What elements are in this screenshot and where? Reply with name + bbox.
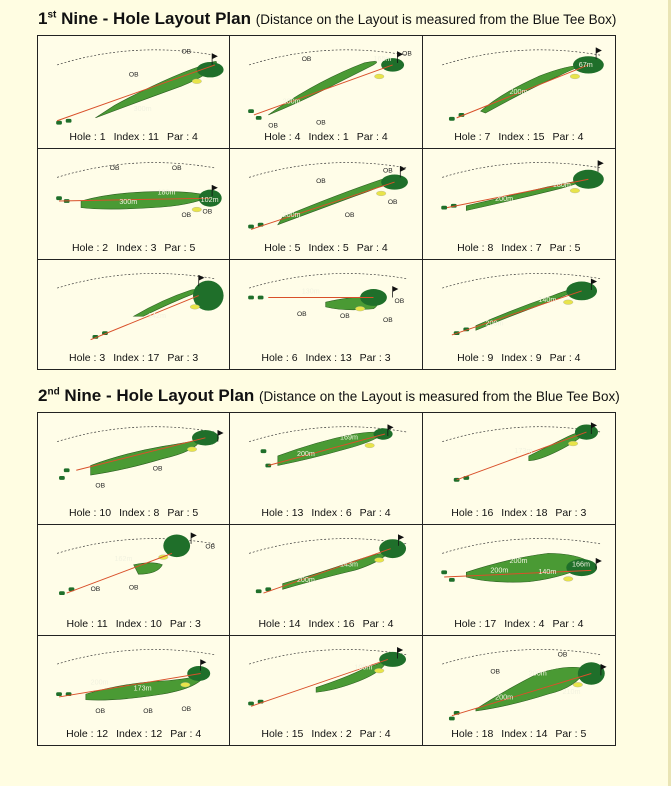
flag-icon <box>199 275 205 281</box>
distance-line <box>264 549 391 593</box>
tee-box <box>256 589 262 593</box>
hole-caption <box>38 618 229 630</box>
hole-par: Par : 4 <box>552 618 584 630</box>
tee-box <box>64 468 70 472</box>
ob-label: OB <box>171 164 182 172</box>
putting-green <box>163 534 190 557</box>
hole-par: Par : 4 <box>170 728 202 740</box>
flag-icon <box>191 533 197 539</box>
hole-diagram <box>230 636 421 730</box>
tee-box <box>59 476 65 480</box>
tee-box <box>249 225 255 229</box>
hole-caption <box>423 131 615 143</box>
tee-box <box>249 296 255 300</box>
putting-green <box>573 170 604 189</box>
section-2-hole-grid <box>37 412 616 746</box>
hole-caption <box>38 352 229 364</box>
tee-box <box>59 591 65 595</box>
distance-line <box>76 438 205 473</box>
hole-card <box>38 636 230 745</box>
hole-index: Index : 11 <box>113 131 159 143</box>
fairway <box>91 440 201 475</box>
hole-index: Index : 1 <box>308 131 349 143</box>
distance-label: 130m <box>302 287 321 296</box>
hole-hole: Hole : 7 <box>454 131 491 143</box>
bunker <box>365 443 375 448</box>
ob-label: OB <box>383 316 394 324</box>
putting-green <box>380 652 407 667</box>
hole-diagram <box>423 260 615 354</box>
ob-label: OB <box>316 178 327 186</box>
flag-icon <box>398 647 404 653</box>
hole-hole: Hole : 13 <box>261 507 304 519</box>
hole-caption <box>38 131 229 143</box>
ob-label: OB <box>152 465 163 473</box>
hole-par: Par : 5 <box>549 242 581 254</box>
section-2-title: Nine - Hole Layout Plan <box>64 386 255 405</box>
hole-card <box>230 636 422 745</box>
flag-icon <box>393 286 399 292</box>
distance-label: 143m <box>340 560 359 569</box>
bunker <box>563 577 573 582</box>
flag-icon <box>401 166 407 172</box>
distance-line <box>456 432 586 480</box>
distance-label: 200m <box>528 669 547 678</box>
hole-index: Index : 12 <box>116 728 163 740</box>
hole-card <box>38 36 230 149</box>
hole-diagram <box>423 413 615 508</box>
ob-label: OB <box>181 212 192 220</box>
hole-caption <box>38 242 229 254</box>
bunker <box>563 300 573 305</box>
tee-box <box>258 296 264 300</box>
hole-hole: Hole : 12 <box>66 728 109 740</box>
hole-diagram <box>38 636 229 730</box>
flag-icon <box>212 185 218 191</box>
distance-label: 169m <box>340 433 359 442</box>
section-1-ordinal: 1 <box>38 9 48 28</box>
hole-diagram <box>230 149 421 244</box>
hole-diagram <box>230 36 421 132</box>
distance-label: 200m <box>509 556 528 565</box>
hole-diagram <box>230 413 421 508</box>
putting-green <box>374 428 393 439</box>
section-1-hole-grid <box>37 35 616 370</box>
hole-hole: Hole : 2 <box>71 242 109 254</box>
tee-box <box>249 109 255 113</box>
hole-card <box>230 413 422 525</box>
tee-box <box>441 206 447 210</box>
distance-line <box>91 296 199 340</box>
distance-line <box>269 434 386 465</box>
ob-label: OB <box>128 71 139 79</box>
flag-icon <box>596 48 602 54</box>
hole-index: Index : 16 <box>308 618 355 630</box>
hole-index: Index : 6 <box>311 507 352 519</box>
ob-label: OB <box>95 707 106 715</box>
hole-caption <box>230 242 421 254</box>
hole-diagram <box>423 149 615 244</box>
hole-card <box>423 525 615 636</box>
hole-caption <box>423 728 615 740</box>
section-2-ordinal: 2 <box>38 386 48 405</box>
ob-label: OB <box>143 707 153 715</box>
bunker <box>570 188 580 193</box>
distance-label: 300m <box>133 104 152 114</box>
bunker <box>570 74 580 79</box>
distance-label: 200m <box>297 449 316 458</box>
fairway <box>283 553 388 589</box>
hole-index: Index : 5 <box>308 242 349 254</box>
hole-diagram <box>230 525 421 620</box>
ob-boundary <box>57 50 215 65</box>
flag-icon <box>218 430 224 436</box>
ob-label: OB <box>345 212 355 220</box>
bunker <box>377 191 387 196</box>
putting-green <box>380 539 407 558</box>
hole-caption <box>423 507 615 519</box>
hole-diagram <box>423 636 615 730</box>
hole-hole: Hole : 11 <box>66 618 108 630</box>
section-1-heading <box>38 9 616 29</box>
distance-label: 67m <box>578 59 593 69</box>
hole-index: Index : 18 <box>501 507 548 519</box>
hole-card <box>423 36 615 149</box>
distance-line <box>251 182 394 229</box>
flag-icon <box>201 659 207 665</box>
hole-index: Index : 2 <box>311 728 352 740</box>
hole-hole: Hole : 14 <box>258 618 301 630</box>
hole-caption <box>38 728 229 740</box>
ob-label: OB <box>340 313 351 321</box>
ob-boundary <box>57 649 215 664</box>
hole-hole: Hole : 1 <box>69 131 106 143</box>
distance-label: 200m <box>509 86 528 96</box>
hole-par: Par : 3 <box>555 507 587 519</box>
hole-par: Par : 3 <box>359 352 391 364</box>
distance-label: 200m <box>494 693 513 702</box>
hole-hole: Hole : 16 <box>451 507 494 519</box>
ob-label: OB <box>109 164 120 172</box>
tee-box <box>441 570 447 574</box>
ob-boundary <box>442 649 601 664</box>
hole-hole: Hole : 10 <box>69 507 112 519</box>
hole-diagram <box>230 260 421 354</box>
hole-diagram <box>38 260 229 354</box>
bunker <box>181 682 191 687</box>
ob-label: OB <box>402 50 413 58</box>
hole-card <box>38 525 230 636</box>
section-2-suffix: nd <box>47 386 60 398</box>
hole-diagram <box>423 525 615 620</box>
hole-caption <box>423 242 615 254</box>
tee-box <box>449 717 455 721</box>
distance-label: 200m <box>90 678 109 687</box>
fairway <box>134 563 163 574</box>
hole-diagram <box>38 413 229 508</box>
hole-par: Par : 5 <box>164 242 196 254</box>
tee-box <box>453 478 459 482</box>
flag-icon <box>601 664 607 670</box>
distance-label: 300m <box>119 197 138 206</box>
ob-label: OB <box>181 48 192 56</box>
hole-card <box>230 260 422 369</box>
bunker <box>568 441 578 446</box>
hole-par: Par : 3 <box>167 352 199 364</box>
ob-label: OB <box>202 208 213 216</box>
ob-label: OB <box>489 668 500 676</box>
hole-card <box>38 149 230 260</box>
section-1-title: Nine - Hole Layout Plan <box>61 9 251 28</box>
tee-box <box>249 702 255 706</box>
distance-label: 200m <box>489 566 508 575</box>
hole-diagram <box>38 525 229 620</box>
bunker <box>375 668 385 673</box>
distance-label: 180m <box>552 180 571 189</box>
bunker <box>192 79 202 84</box>
hole-hole: Hole : 18 <box>451 728 494 740</box>
ob-boundary <box>57 273 215 288</box>
flag-icon <box>591 279 597 285</box>
distance-label: 166m <box>571 560 590 569</box>
bunker <box>573 682 583 687</box>
hole-index: Index : 8 <box>119 507 160 519</box>
hole-hole: Hole : 8 <box>457 242 494 254</box>
hole-index: Index : 14 <box>501 728 548 740</box>
hole-index: Index : 7 <box>501 242 542 254</box>
hole-index: Index : 15 <box>498 131 545 143</box>
hole-caption <box>230 507 421 519</box>
hole-card <box>230 149 422 260</box>
bunker <box>375 74 385 79</box>
ob-label: OB <box>388 198 398 206</box>
flag-icon <box>596 558 602 564</box>
ob-boundary <box>57 163 215 178</box>
distance-label: 108m <box>354 663 373 672</box>
hole-par: Par : 4 <box>356 131 388 143</box>
distance-label: 140m <box>538 568 557 577</box>
fairway <box>134 289 200 316</box>
tee-box <box>449 117 455 121</box>
ob-label: OB <box>383 167 394 175</box>
ob-label: OB <box>316 119 327 127</box>
tee-box <box>56 196 62 200</box>
ob-label: OB <box>205 543 216 551</box>
hole-par: Par : 5 <box>167 507 199 519</box>
distance-label: 200m <box>297 575 316 584</box>
bunker <box>375 558 385 563</box>
hole-hole: Hole : 9 <box>457 352 494 364</box>
flag-icon <box>399 534 405 540</box>
distance-label: 200m <box>282 96 301 106</box>
distance-label: 200m <box>485 319 504 328</box>
hole-par: Par : 3 <box>169 618 201 630</box>
hole-card <box>423 149 615 260</box>
ob-label: OB <box>302 56 312 64</box>
hole-hole: Hole : 6 <box>261 352 298 364</box>
hole-caption <box>230 352 421 364</box>
tee-box <box>66 119 72 123</box>
hole-caption <box>230 728 421 740</box>
ob-boundary <box>442 539 601 554</box>
distance-line <box>452 291 582 335</box>
ob-boundary <box>249 273 407 288</box>
ob-label: OB <box>90 586 101 594</box>
hole-diagram <box>423 36 615 132</box>
section-1-suffix: st <box>47 9 57 21</box>
distance-label: 173m <box>133 684 152 693</box>
hole-par: Par : 4 <box>356 242 388 254</box>
hole-par: Par : 4 <box>359 728 391 740</box>
hole-hole: Hole : 15 <box>261 728 304 740</box>
hole-hole: Hole : 4 <box>264 131 301 143</box>
tee-box <box>261 449 267 453</box>
hole-par: Par : 4 <box>166 131 198 143</box>
distance-label: 173m <box>514 447 533 456</box>
tee-box <box>56 121 62 125</box>
ob-label: OB <box>95 482 106 490</box>
flag-icon <box>598 160 604 166</box>
distance-label: 142m <box>148 312 166 321</box>
hole-caption <box>423 352 615 364</box>
hole-caption <box>230 131 421 143</box>
hole-card <box>230 525 422 636</box>
hole-index: Index : 17 <box>113 352 160 364</box>
ob-label: OB <box>297 311 307 319</box>
ob-label: OB <box>268 122 279 130</box>
ob-label: OB <box>128 584 139 592</box>
tee-box <box>56 692 62 696</box>
hole-caption <box>230 618 421 630</box>
distance-label: 165m <box>373 54 392 64</box>
hole-hole: Hole : 3 <box>69 352 106 364</box>
section-2-note: (Distance on the Layout is measured from the Blue Tee Box) <box>259 389 620 404</box>
section-2-heading <box>38 386 620 406</box>
ob-label: OB <box>394 298 405 306</box>
section-1-note: (Distance on the Layout is measured from the Blue Tee Box) <box>255 12 617 27</box>
hole-card <box>38 260 230 369</box>
distance-label: 180m <box>157 188 176 197</box>
hole-card <box>423 636 615 745</box>
hole-index: Index : 10 <box>115 618 162 630</box>
hole-diagram <box>38 149 229 244</box>
tee-box <box>256 116 262 120</box>
hole-index: Index : 3 <box>116 242 157 254</box>
bunker <box>356 306 366 311</box>
distance-label: 162m <box>114 554 133 563</box>
ob-label: OB <box>181 706 192 713</box>
fairway <box>316 659 388 692</box>
distance-line <box>254 65 393 115</box>
hole-card <box>423 413 615 525</box>
bunker <box>190 305 200 310</box>
hole-par: Par : 4 <box>552 131 584 143</box>
hole-card <box>230 36 422 149</box>
tee-box <box>449 578 455 582</box>
hole-par: Par : 4 <box>359 507 391 519</box>
fairway <box>269 61 377 115</box>
hole-caption <box>38 507 229 519</box>
distance-label: 200m <box>282 211 301 220</box>
hole-diagram <box>38 36 229 132</box>
distance-label: 210m <box>562 688 581 697</box>
flag-icon <box>212 53 218 59</box>
distance-label: 200m <box>494 195 513 204</box>
hole-index: Index : 13 <box>305 352 352 364</box>
hole-card <box>423 260 615 369</box>
distance-label: 102m <box>200 196 219 204</box>
ob-label: OB <box>557 651 567 659</box>
ob-boundary <box>57 427 215 442</box>
hole-index: Index : 4 <box>504 618 545 630</box>
hole-par: Par : 4 <box>362 618 394 630</box>
hole-card <box>38 413 230 525</box>
bunker <box>187 447 197 452</box>
hole-par: Par : 4 <box>549 352 581 364</box>
putting-green <box>192 430 219 445</box>
distance-label: 140m <box>538 296 557 305</box>
hole-hole: Hole : 5 <box>264 242 301 254</box>
hole-par: Par : 5 <box>555 728 587 740</box>
hole-hole: Hole : 17 <box>454 618 497 630</box>
bunker <box>192 207 202 212</box>
hole-caption <box>423 618 615 630</box>
hole-index: Index : 9 <box>501 352 542 364</box>
